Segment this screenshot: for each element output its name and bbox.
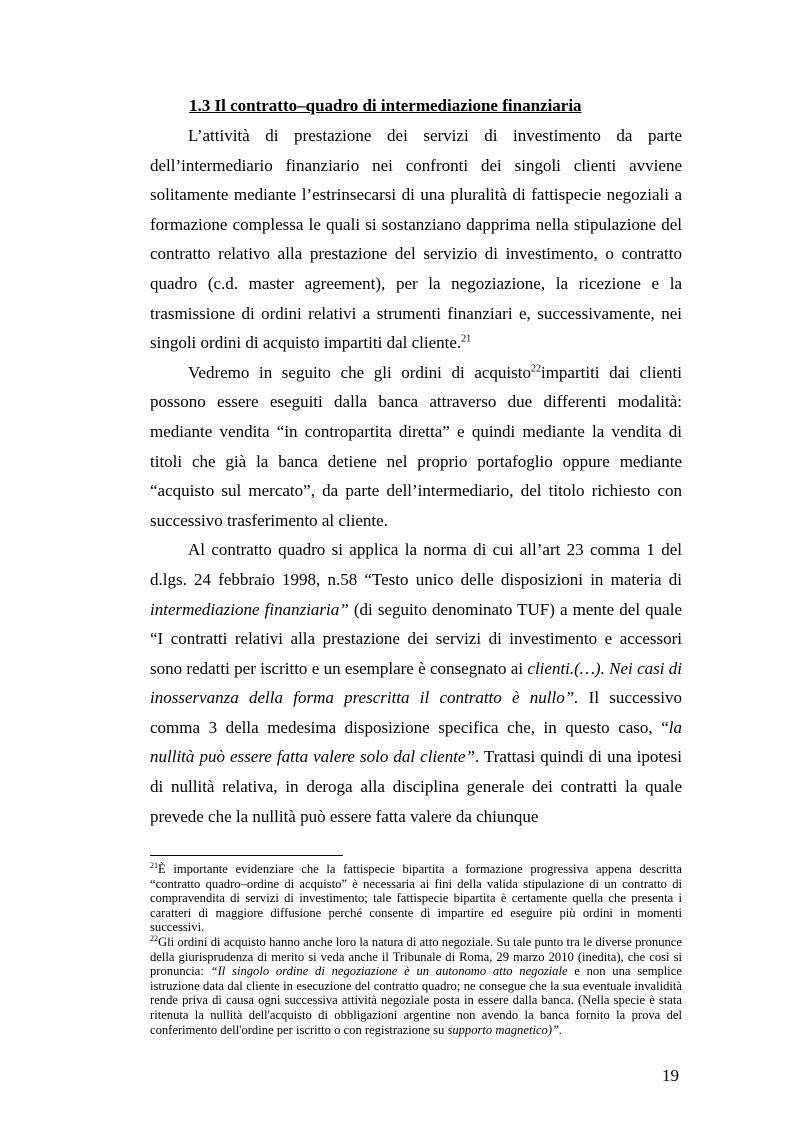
footnote-ref-22: 22 — [530, 363, 541, 375]
paragraph-1 — [150, 121, 682, 358]
paragraph-2 — [150, 358, 682, 536]
paragraph-2-text-b: impartiti dai clienti possono essere eseguiti dalla banca attraverso due differenti modalità: mediante vendita “in contropartita diretta” e quindi mediante la vendita di titoli che già la banca detiene nel proprio portafoglio oppure mediante “acquisto sul mercato”, da parte dell’intermediario, del titolo richiesto con successivo trasferimento al cliente. — [150, 362, 682, 530]
footnote-separator — [150, 855, 343, 856]
paragraph-2-text-a: Vedremo in seguito che gli ordini di acquisto — [188, 362, 531, 382]
paragraph-3-text-c: Il successivo comma 3 della medesima disposizione specifica che, in questo caso, “ — [150, 688, 683, 737]
footnotes — [150, 862, 682, 1037]
paragraph-3-italic-a: intermediazione finanziaria” — [150, 599, 349, 619]
footnote-22 — [150, 935, 682, 1037]
paragraph-3-italic-c: la nullità può essere fatta valere solo dal cliente” — [150, 717, 682, 767]
footnote-21-text: È importante evidenziare che la fattispecie bipartita a formazione progressiva appena descritta “contratto quadro–ordine di acquisto” è necessaria ai fini della valida stipulazione di un contratto di compravendita di servizi di investimento; tale fattispecie bipartita è certamente quella che presenta i caratteri di maggiore diffusione perché consente di impartire ed eseguire più ordini in momenti successivi. — [150, 862, 682, 935]
paragraph-3-italic-b: clienti.(…). Nei casi di inosservanza della forma prescritta il contratto è nullo”. — [150, 658, 683, 708]
paragraph-3-text-d: . Trattasi quindi di una ipotesi di nullità relativa, in deroga alla disciplina generale dei contratti la quale prevede che la nullità può essere fatta valere da chiunque — [150, 747, 682, 826]
paragraph-1-text: L’attività di prestazione dei servizi di investimento da parte dell’intermediario finanziario nei confronti dei singoli clienti avviene solitamente mediante l’estrinsecarsi di una pluralità di fattispecie negoziali a formazione complessa le quali si sostanziano dapprima nella stipulazione del contratto relativo alla prestazione del servizio di investimento, o contratto quadro (c.d. master agreement), per la negoziazione, la ricezione e la trasmissione di ordini relativi a strumenti finanziari e, successivamente, nei singoli ordini di acquisto impartiti dal cliente. — [150, 126, 682, 353]
footnote-22-italic: “Il singolo ordine di negoziazione è un autonomo atto negoziale — [210, 964, 568, 979]
page-number: 19 — [662, 1066, 679, 1085]
paragraph-3-text-a: Al contratto quadro si applica la norma di cui all’art 23 comma 1 del d.lgs. 24 febbraio 1998, n.58 “Testo unico delle disposizioni in materia di — [150, 540, 682, 589]
footnote-21 — [150, 862, 682, 935]
paragraph-3-text-b: (di seguito denominato TUF) a mente del quale “I contratti relativi alla prestazione dei servizi di investimento e accessori sono redatti per iscritto e un esemplare è consegnato ai — [150, 599, 682, 678]
section-heading: 1.3 Il contratto–quadro di intermediazione finanziaria — [189, 96, 582, 115]
paragraph-3 — [150, 535, 682, 831]
footnote-22-italic-2: supporto magnetico)”. — [447, 1022, 563, 1037]
footnote-22-text: Gli ordini di acquisto hanno anche loro la natura di atto negoziale. Su tale punto tra le diverse pronunce della giurisprudenza di merito si veda anche il Tribunale di Roma, 29 marzo 2010 (inedita), che così si pronuncia: — [150, 934, 682, 979]
footnote-22-text-2: e non una semplice istruzione data dal cliente in esecuzione del contratto quadro; ne consegue che la sua eventuale invalidità rende priva di causa ogni successiva attività negoziale posta in essere dalla banca. (Nella specie è stata ritenuta la nullità dell'acquisto di obbligazioni argentine non avendo la banca fornito la prova del conferimento dell'ordine per iscritto o con registrazione su — [150, 964, 682, 1037]
footnote-22-number: 22 — [150, 933, 158, 943]
footnote-ref-21: 21 — [461, 333, 472, 345]
footnote-21-number: 21 — [150, 860, 158, 870]
body-text — [150, 121, 682, 831]
